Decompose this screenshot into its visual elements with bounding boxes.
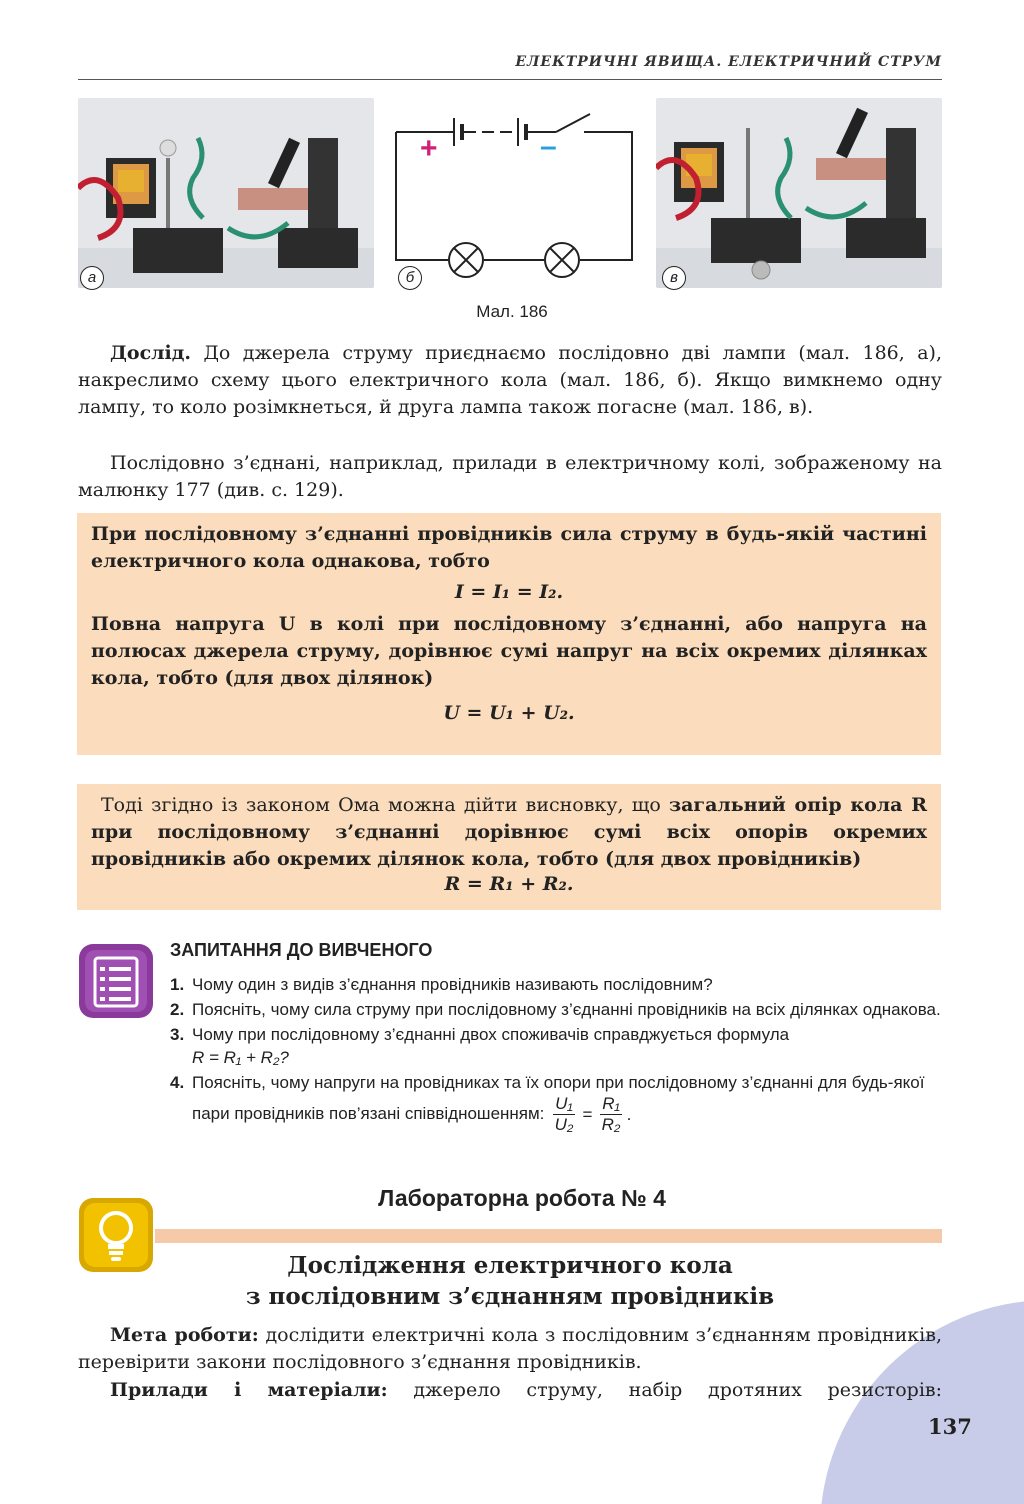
page-number: 137 [928,1414,972,1439]
experiment-paragraph [78,340,942,421]
running-header: ЕЛЕКТРИЧНІ ЯВИЩА. ЕЛЕКТРИЧНИЙ СТРУМ [515,54,942,70]
rule-box-resistance [77,784,941,910]
question-text: Поясніть, чому напруги на провідниках та їх опори при послідовному з’єднанні для будь-якої пари провідників пов’язані співвідношенням: [192,1073,925,1123]
question-item [170,1023,942,1069]
rule-box-current-voltage [77,513,941,755]
figure-label-c: в [662,266,686,290]
lab-goal-text: дослідити електричні кола з послідовним з’єднанням провідників, перевірити закони послідовного з’єднання провідників. [78,1324,942,1373]
lab-title: Лабораторна робота № 4 [378,1185,666,1211]
question-item [170,973,942,996]
figure-label-b: б [398,266,422,290]
minus-sign: – [540,130,557,163]
lab-materials-paragraph [78,1377,942,1404]
question-number: 2. [170,1000,185,1019]
voltage-formula: U = U₁ + U₂. [443,702,575,724]
lab-title-bar [155,1229,942,1243]
question-number: 4. [170,1073,185,1092]
ratio-end: . [626,1105,632,1124]
series-example-paragraph: Послідовно з’єднані, наприклад, прилади в електричному колі, зображеному на малюнку 177 (див. с. 129). [78,452,942,501]
figure-caption: Мал. 186 [476,302,548,321]
resistance-rule-bold: загальний опір кола R при послідовному з’єднанні дорівнює сумі всіх опорів окремих провідників або окремих ділянок кола, тобто (для двох провідників) [91,794,928,870]
figure-label-a: а [80,266,104,290]
photo-c [656,98,942,288]
question-text: Чому при послідовному з’єднанні двох споживачів справджується формула [192,1025,790,1044]
lab-materials-lead: Прилади і матеріали: [110,1379,388,1401]
ratio-formula [553,1094,631,1135]
ratio-right-numerator: R₁ [602,1094,620,1113]
lab-subtitle-line-1: Дослідження електричного кола [287,1252,733,1279]
ratio-left-denominator: U₂ [554,1115,574,1134]
question-item [170,998,942,1021]
voltage-rule-text: Повна напруга U в колі при послідовному з’єднанні, або напруга на полюсах джерела струму, дорівнює сумі напруг на всіх окремих ділянках кола, тобто (для двох ділянок) [91,613,927,689]
photo-a [78,98,374,288]
lab-materials-text: джерело струму, набір дротяних резисторів: [413,1379,942,1401]
questions-title: ЗАПИТАННЯ ДО ВИВЧЕНОГО [170,940,433,960]
lab-subtitle-line-2: з послідовним з’єднанням провідників [245,1283,775,1310]
resistance-rule-normal: Тоді згідно із законом Ома можна дійти висновку, що [101,794,669,816]
question-formula: R = R₁ + R₂? [192,1048,289,1067]
question-number: 1. [170,975,185,994]
questions-list [170,973,942,1137]
current-rule-text: При послідовному з’єднанні провідників сила струму в будь-якій частині електричного кола однакова, тобто [91,523,927,572]
ratio-right-denominator: R₂ [601,1115,621,1134]
experiment-lead: Дослід. [110,342,192,364]
question-text: Поясніть, чому сила струму при послідовному з’єднанні провідників на всіх ділянках однакова. [192,1000,941,1019]
ratio-equals: = [582,1105,593,1124]
ratio-left-numerator: U₁ [555,1094,573,1113]
experiment-text: До джерела струму приєднаємо послідовно дві лампи (мал. 186, а), накреслимо схему цього електричного кола (мал. 186, б). Якщо вимкнемо одну лампу, то коло розімкнеться, й друга лампа також погасне (мал. 186, в). [78,342,942,418]
circuit-diagram [384,98,646,288]
lab-goal-lead: Мета роботи: [110,1324,259,1346]
question-number: 3. [170,1025,185,1044]
current-formula: I = I₁ = I₂. [454,581,564,603]
resistance-rule-text [91,792,927,873]
header-rule [78,79,942,80]
question-text: Чому один з видів з’єднання провідників називають послідовним? [192,975,713,994]
resistance-formula: R = R₁ + R₂. [444,873,574,895]
plus-sign: + [420,132,438,165]
question-item [170,1071,942,1135]
checklist-icon [77,942,155,1020]
lab-goal-paragraph [78,1322,942,1376]
lab-subtitle [78,1250,942,1312]
